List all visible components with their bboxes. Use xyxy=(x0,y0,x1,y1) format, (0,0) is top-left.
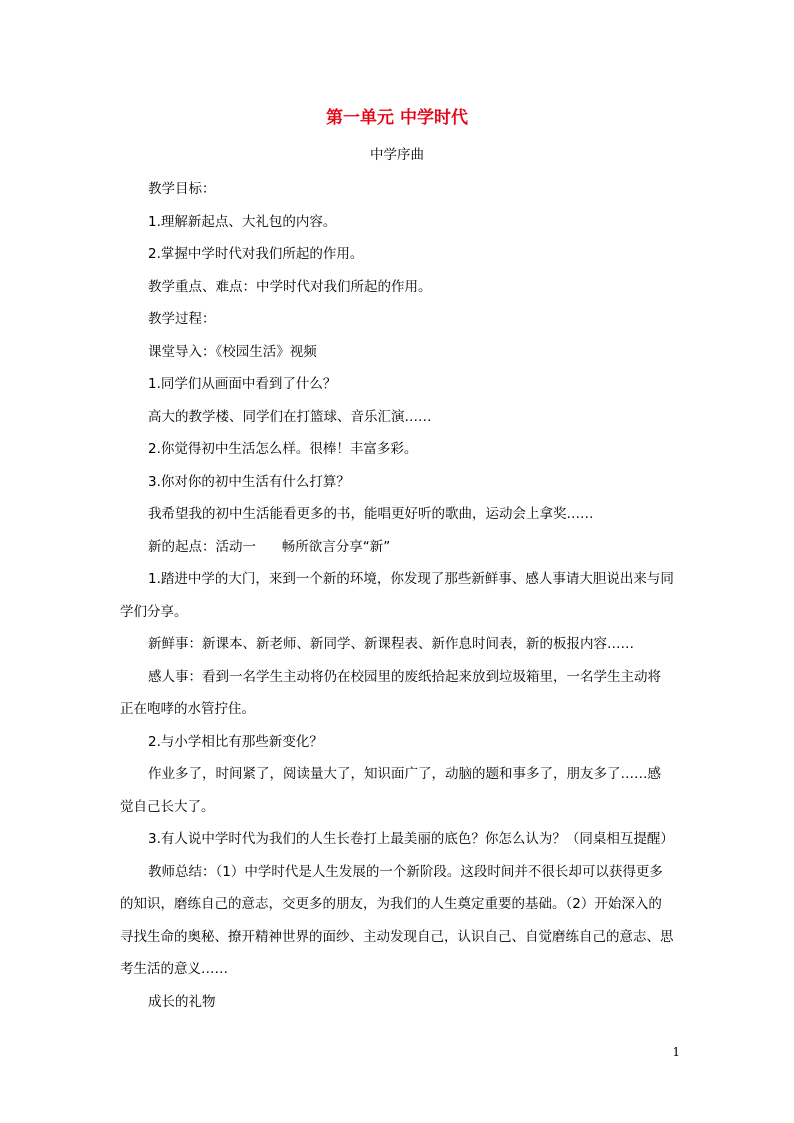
paragraph: 1.理解新起点、大礼包的内容。 xyxy=(148,213,337,230)
paragraph: 教学过程： xyxy=(148,311,216,327)
paragraph: 1.同学们从画面中看到了什么？ xyxy=(148,376,337,392)
unit-title: 第一单元 中学时代 xyxy=(326,108,468,128)
paragraph: 感人事：看到一名学生主动将仍在校园里的废纸拾起来放到垃圾箱里，一名学生主动将正在咆哮的水管拧住。 xyxy=(120,668,661,717)
paragraph: 课堂导入：《校园生活》视频 xyxy=(148,343,317,360)
paragraph: 高大的教学楼、同学们在打篮球、音乐汇演…… xyxy=(148,408,432,425)
paragraph: 教学重点、难点：中学时代对我们所起的作用。 xyxy=(148,278,432,295)
paragraph: 新的起点：活动一 畅所欲言分享“新” xyxy=(148,538,391,555)
paragraph: 2.与小学相比有那些新变化？ xyxy=(148,733,323,750)
paragraph: 1.踏进中学的大门，来到一个新的环境，你发现了那些新鲜事、感人事请大胆说出来与同学们分享。 xyxy=(120,571,674,620)
paragraph: 教师总结：（1）中学时代是人生发展的一个新阶段。这段时间并不很长却可以获得更多的知识，磨练自己的意志，交更多的朋友，为我们的人生奠定重要的基础。（2）开始深入的寻找生命的奥秘、撩开精神世界的面纱、主动发现自己，认识自己、自觉磨练自己的意志、思考生活的意义…… xyxy=(120,863,674,977)
page-number: 1 xyxy=(672,1045,680,1059)
paragraph: 2.掌握中学时代对我们所起的作用。 xyxy=(148,246,364,262)
paragraph: 新鲜事：新课本、新老师、新同学、新课程表、新作息时间表，新的板报内容…… xyxy=(148,636,634,652)
paragraph: 3.有人说中学时代为我们的人生长卷打上最美丽的底色？你怎么认为？（同桌相互提醒） xyxy=(148,831,674,847)
paragraph: 教学目标： xyxy=(148,181,216,197)
paragraph: 2.你觉得初中生活怎么样。很棒！丰富多彩。 xyxy=(148,441,418,457)
paragraph: 作业多了，时间紧了，阅读量大了，知识面广了，动脑的题和事多了，朋友多了……感觉自己长大了。 xyxy=(120,766,661,815)
document-body xyxy=(120,173,674,1018)
paragraph: 3.你对你的初中生活有什么打算？ xyxy=(148,473,350,490)
paragraph: 成长的礼物 xyxy=(148,993,216,1010)
paragraph: 我希望我的初中生活能看更多的书，能唱更好听的歌曲，运动会上拿奖…… xyxy=(148,506,594,522)
lesson-subtitle: 中学序曲 xyxy=(370,147,424,163)
